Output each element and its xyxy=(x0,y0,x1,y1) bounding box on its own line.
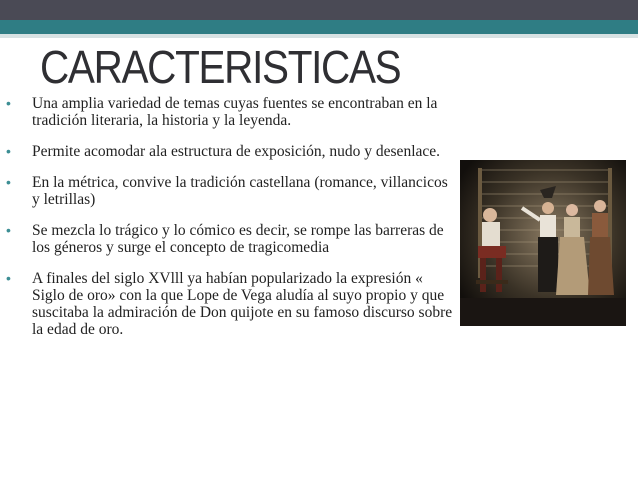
header-band-teal xyxy=(0,20,638,34)
theater-stage-illustration xyxy=(460,160,626,326)
slide-title: CARACTERISTICAS xyxy=(40,41,401,93)
bullet-text: En la métrica, convive la tradición castellana (romance, villancicos y letrillas) xyxy=(32,174,448,208)
header-band-dark xyxy=(0,0,638,20)
bullet-dot-icon: • xyxy=(6,270,11,286)
bullet-item xyxy=(6,270,458,338)
bullet-dot-icon: • xyxy=(6,222,11,238)
bullet-dot-icon: • xyxy=(6,174,11,190)
bullet-item xyxy=(6,222,458,256)
bullet-text: A finales del siglo XVlll ya habían popularizado la expresión « Siglo de oro» con la que Lope de Vega aludía al suyo propio y que suscitaba la admiración de Don quijote en su famoso discurso sobre la edad de oro. xyxy=(32,270,453,338)
bullet-dot-icon: • xyxy=(6,143,11,159)
bullet-dot-icon: • xyxy=(6,95,11,111)
bullet-item xyxy=(6,174,458,208)
bullet-list xyxy=(6,95,458,352)
bullet-text: Una amplia variedad de temas cuyas fuentes se encontraban en la tradición literaria, la historia y la leyenda. xyxy=(32,95,438,129)
header-band-light xyxy=(0,34,638,38)
bullet-text: Permite acomodar ala estructura de exposición, nudo y desenlace. xyxy=(32,143,441,160)
bullet-item xyxy=(6,95,458,129)
bullet-item xyxy=(6,143,458,160)
theater-photo xyxy=(460,160,626,326)
bullet-text: Se mezcla lo trágico y lo cómico es decir, se rompe las barreras de los géneros y surge el concepto de tragicomedia xyxy=(32,222,444,256)
